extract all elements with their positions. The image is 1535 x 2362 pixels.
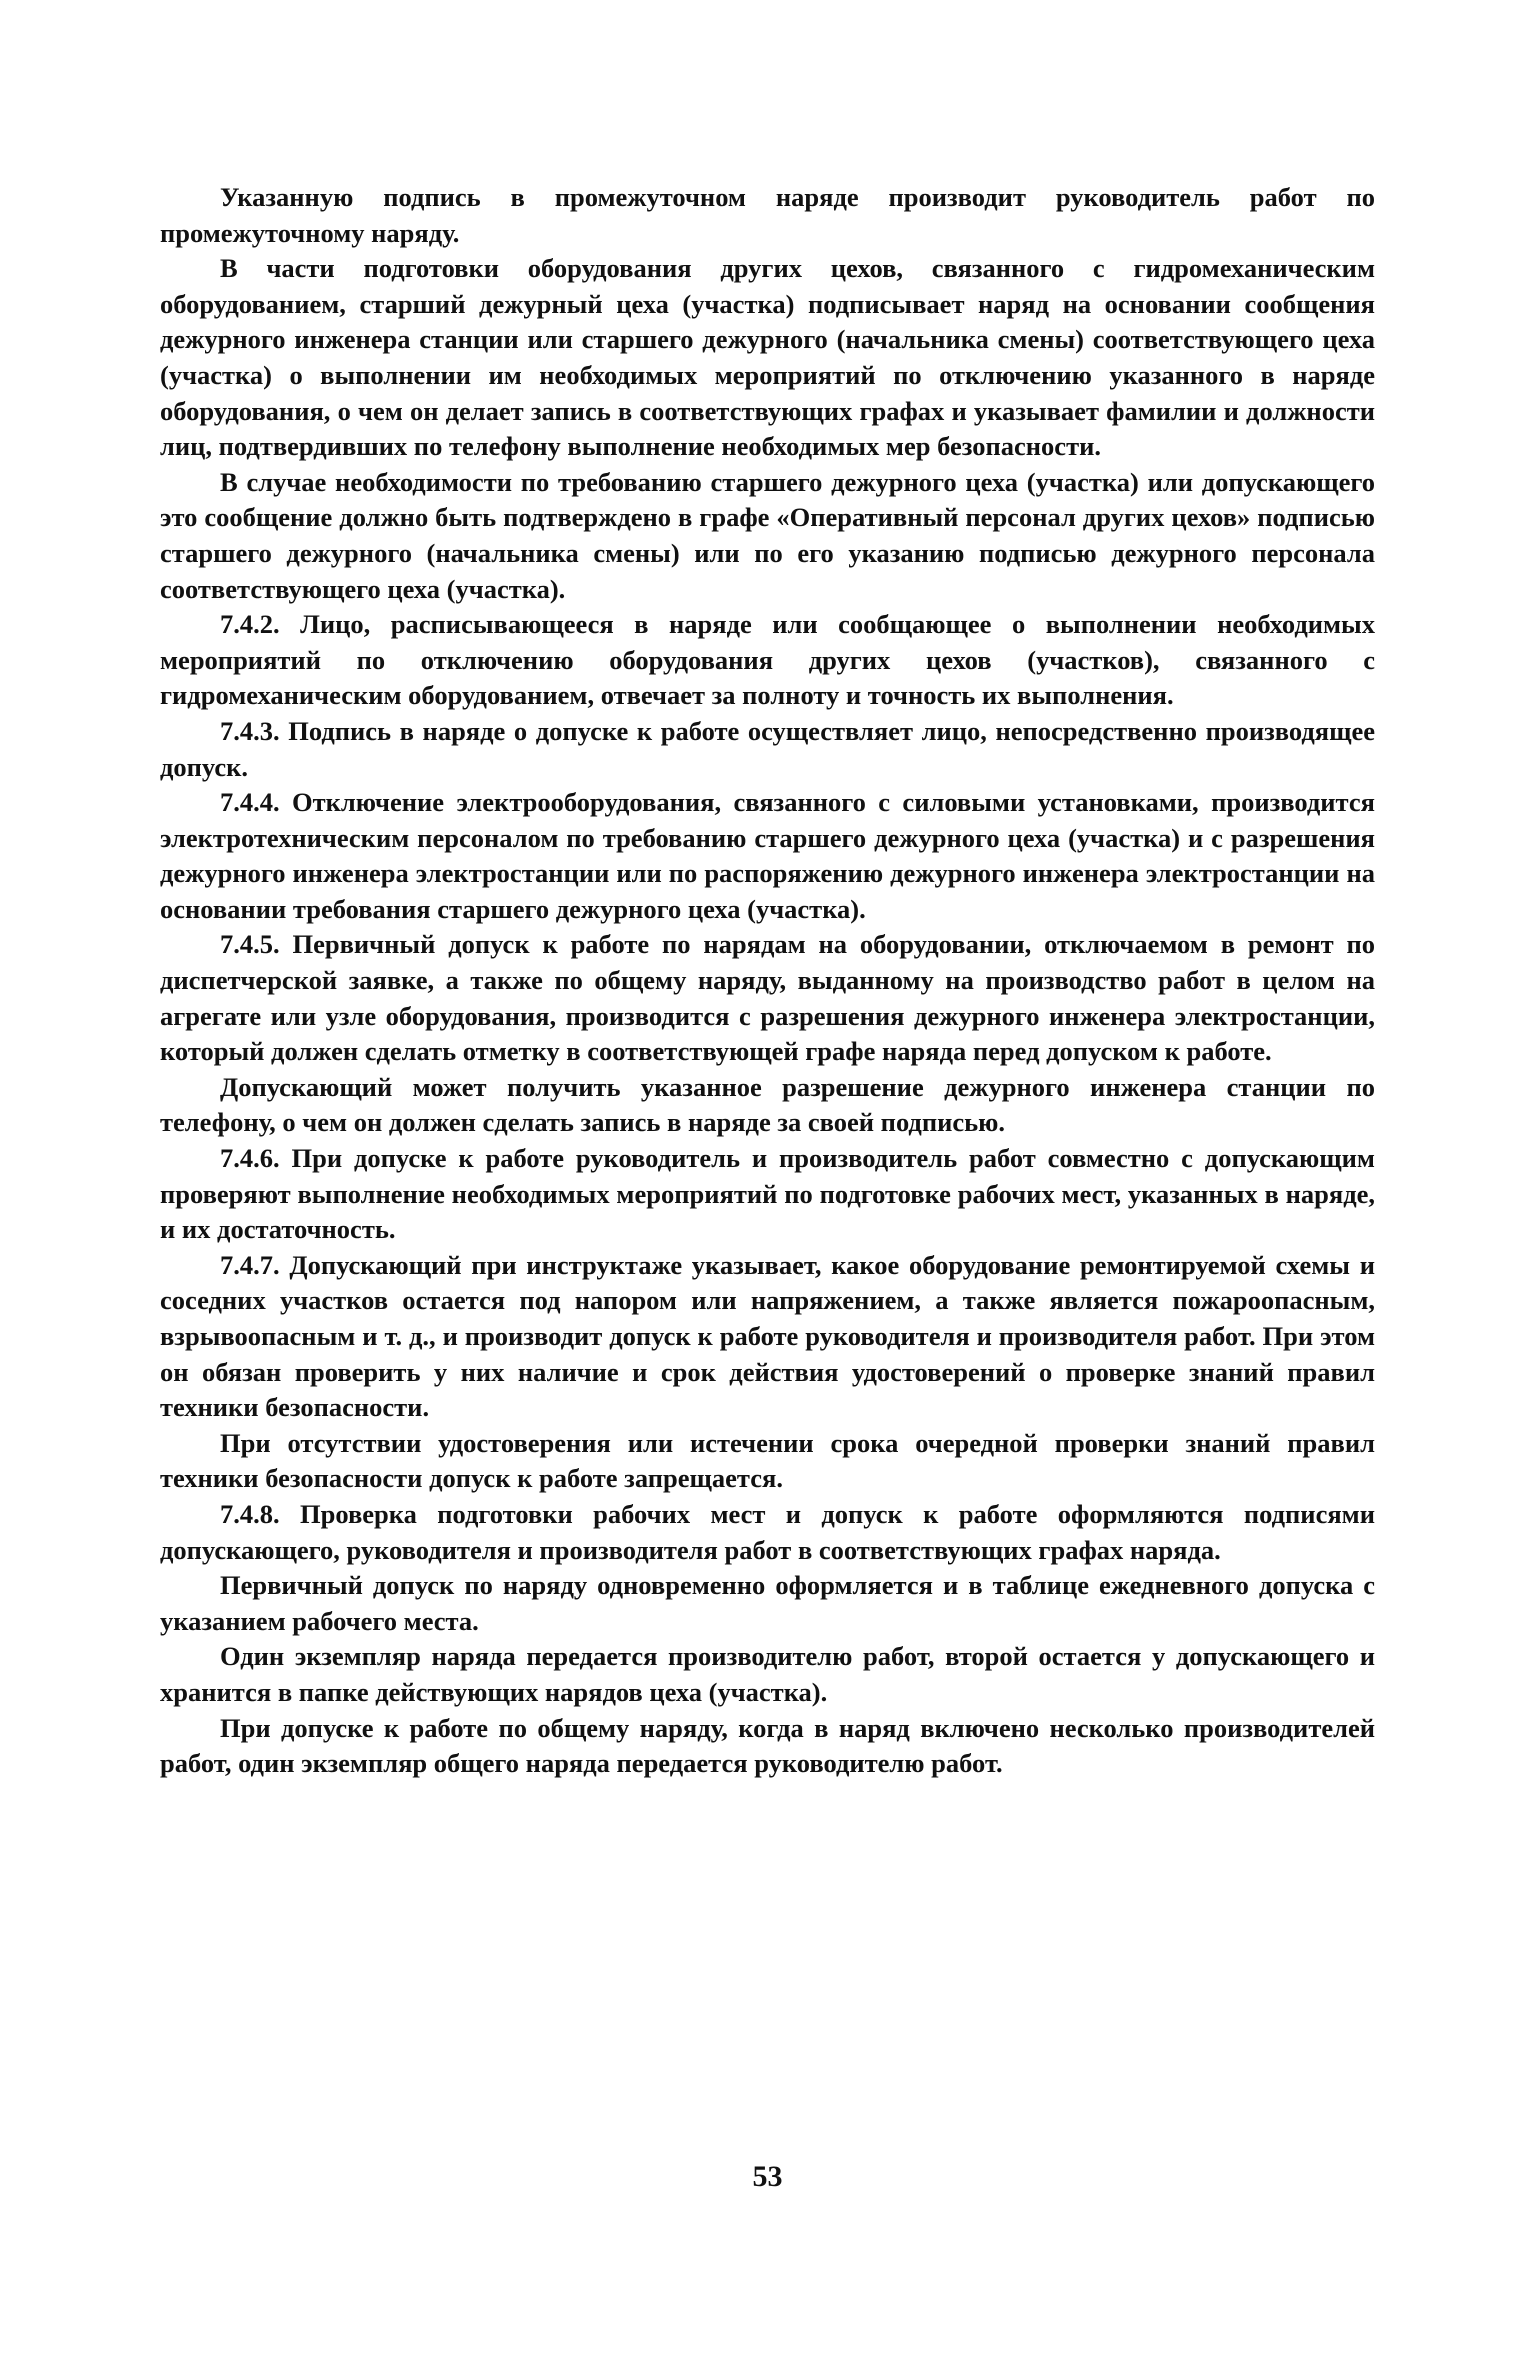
paragraph-7-4-8: 7.4.8. Проверка подготовки рабочих мест и допуск к работе оформляются подписями допускающего, руководителя и производителя работ в соответствующих графах наряда.: [160, 1498, 1375, 1565]
paragraph-signature-intermediate: Указанную подпись в промежуточном наряде производит руководитель работ по промежуточному наряду.: [160, 182, 1375, 248]
paragraph-7-4-4: 7.4.4. Отключение электрооборудования, связанного с силовыми установками, производится электротехническим персоналом по требованию старшего дежурного цеха (участка) и с разрешения дежурного инженера электростанции или по распоряжению дежурного инженера электростанции на основании требования старшего дежурного цеха (участка).: [160, 787, 1375, 924]
paragraph-7-4-3: 7.4.3. Подпись в наряде о допуске к работе осуществляет лицо, непосредственно производящее допуск.: [160, 715, 1375, 782]
paragraph-7-4-5: 7.4.5. Первичный допуск к работе по нарядам на оборудовании, отключаемом в ремонт по диспетчерской заявке, а также по общему наряду, выданному на производство работ в целом на агрегате или узле оборудования, производится с разрешения дежурного инженера электростанции, который должен сделать отметку в соответствующей графе наряда перед допуском к работе.: [160, 929, 1375, 1067]
document-body: [160, 180, 1375, 1782]
page-number: 53: [752, 2160, 783, 2193]
paragraph-other-shops-preparation: В части подготовки оборудования других цехов, связанного с гидромеханическим оборудованием, старший дежурный цеха (участка) подписывает наряд на основании сообщения дежурного инженера станции или старшего дежурного (начальника смены) соответствующего цеха (участка) о выполнении им необходимых мероприятий по отключению указанного в наряде оборудования, о чем он делает запись в соответствующих графах и указывает фамилии и должности лиц, подтвердивших по телефону выполнение необходимых мер безопасности.: [160, 253, 1375, 462]
paragraph-confirmation-request: В случае необходимости по требованию старшего дежурного цеха (участка) или допускающего это сообщение должно быть подтверждено в графе «Оперативный персонал других цехов» подписью старшего дежурного (начальника смены) или по его указанию подписью дежурного персонала соответствующего цеха (участка).: [160, 466, 1375, 604]
paragraph-7-4-6: 7.4.6. При допуске к работе руководитель и производитель работ совместно с допускающим проверяют выполнение необходимых мероприятий по подготовке рабочих мест, указанных в наряде, и их достаточность.: [160, 1143, 1375, 1245]
paragraph-primary-admission-table: Первичный допуск по наряду одновременно оформляется и в таблице ежедневного допуска с указанием рабочего места.: [160, 1570, 1375, 1636]
paragraph-no-certificate: При отсутствии удостоверения или истечении срока очередной проверки знаний правил техники безопасности допуск к работе запрещается.: [160, 1427, 1375, 1494]
paragraph-copies: Один экземпляр наряда передается производителю работ, второй остается у допускающего и хранится в папке действующих нарядов цеха (участка).: [160, 1641, 1375, 1707]
paragraph-general-order: При допуске к работе по общему наряду, когда в наряд включено несколько производителей работ, один экземпляр общего наряда передается руководителю работ.: [160, 1712, 1375, 1779]
paragraph-phone-permission: Допускающий может получить указанное разрешение дежурного инженера станции по телефону, о чем он должен сделать запись в наряде за своей подписью.: [160, 1071, 1375, 1138]
paragraph-7-4-7: 7.4.7. Допускающий при инструктаже указывает, какое оборудование ремонтируемой схемы и соседних участков остается под напором или напряжением, а также является пожароопасным, взрывоопасным и т. д., и производит допуск к работе руководителя и производителя работ. При этом он обязан проверить у них наличие и срок действия удостоверений о проверке знаний правил техники безопасности.: [160, 1249, 1375, 1423]
paragraph-7-4-2: 7.4.2. Лицо, расписывающееся в наряде или сообщающее о выполнении необходимых мероприятий по отключению оборудования других цехов (участков), связанного с гидромеханическим оборудованием, отвечает за полноту и точность их выполнения.: [160, 609, 1375, 711]
